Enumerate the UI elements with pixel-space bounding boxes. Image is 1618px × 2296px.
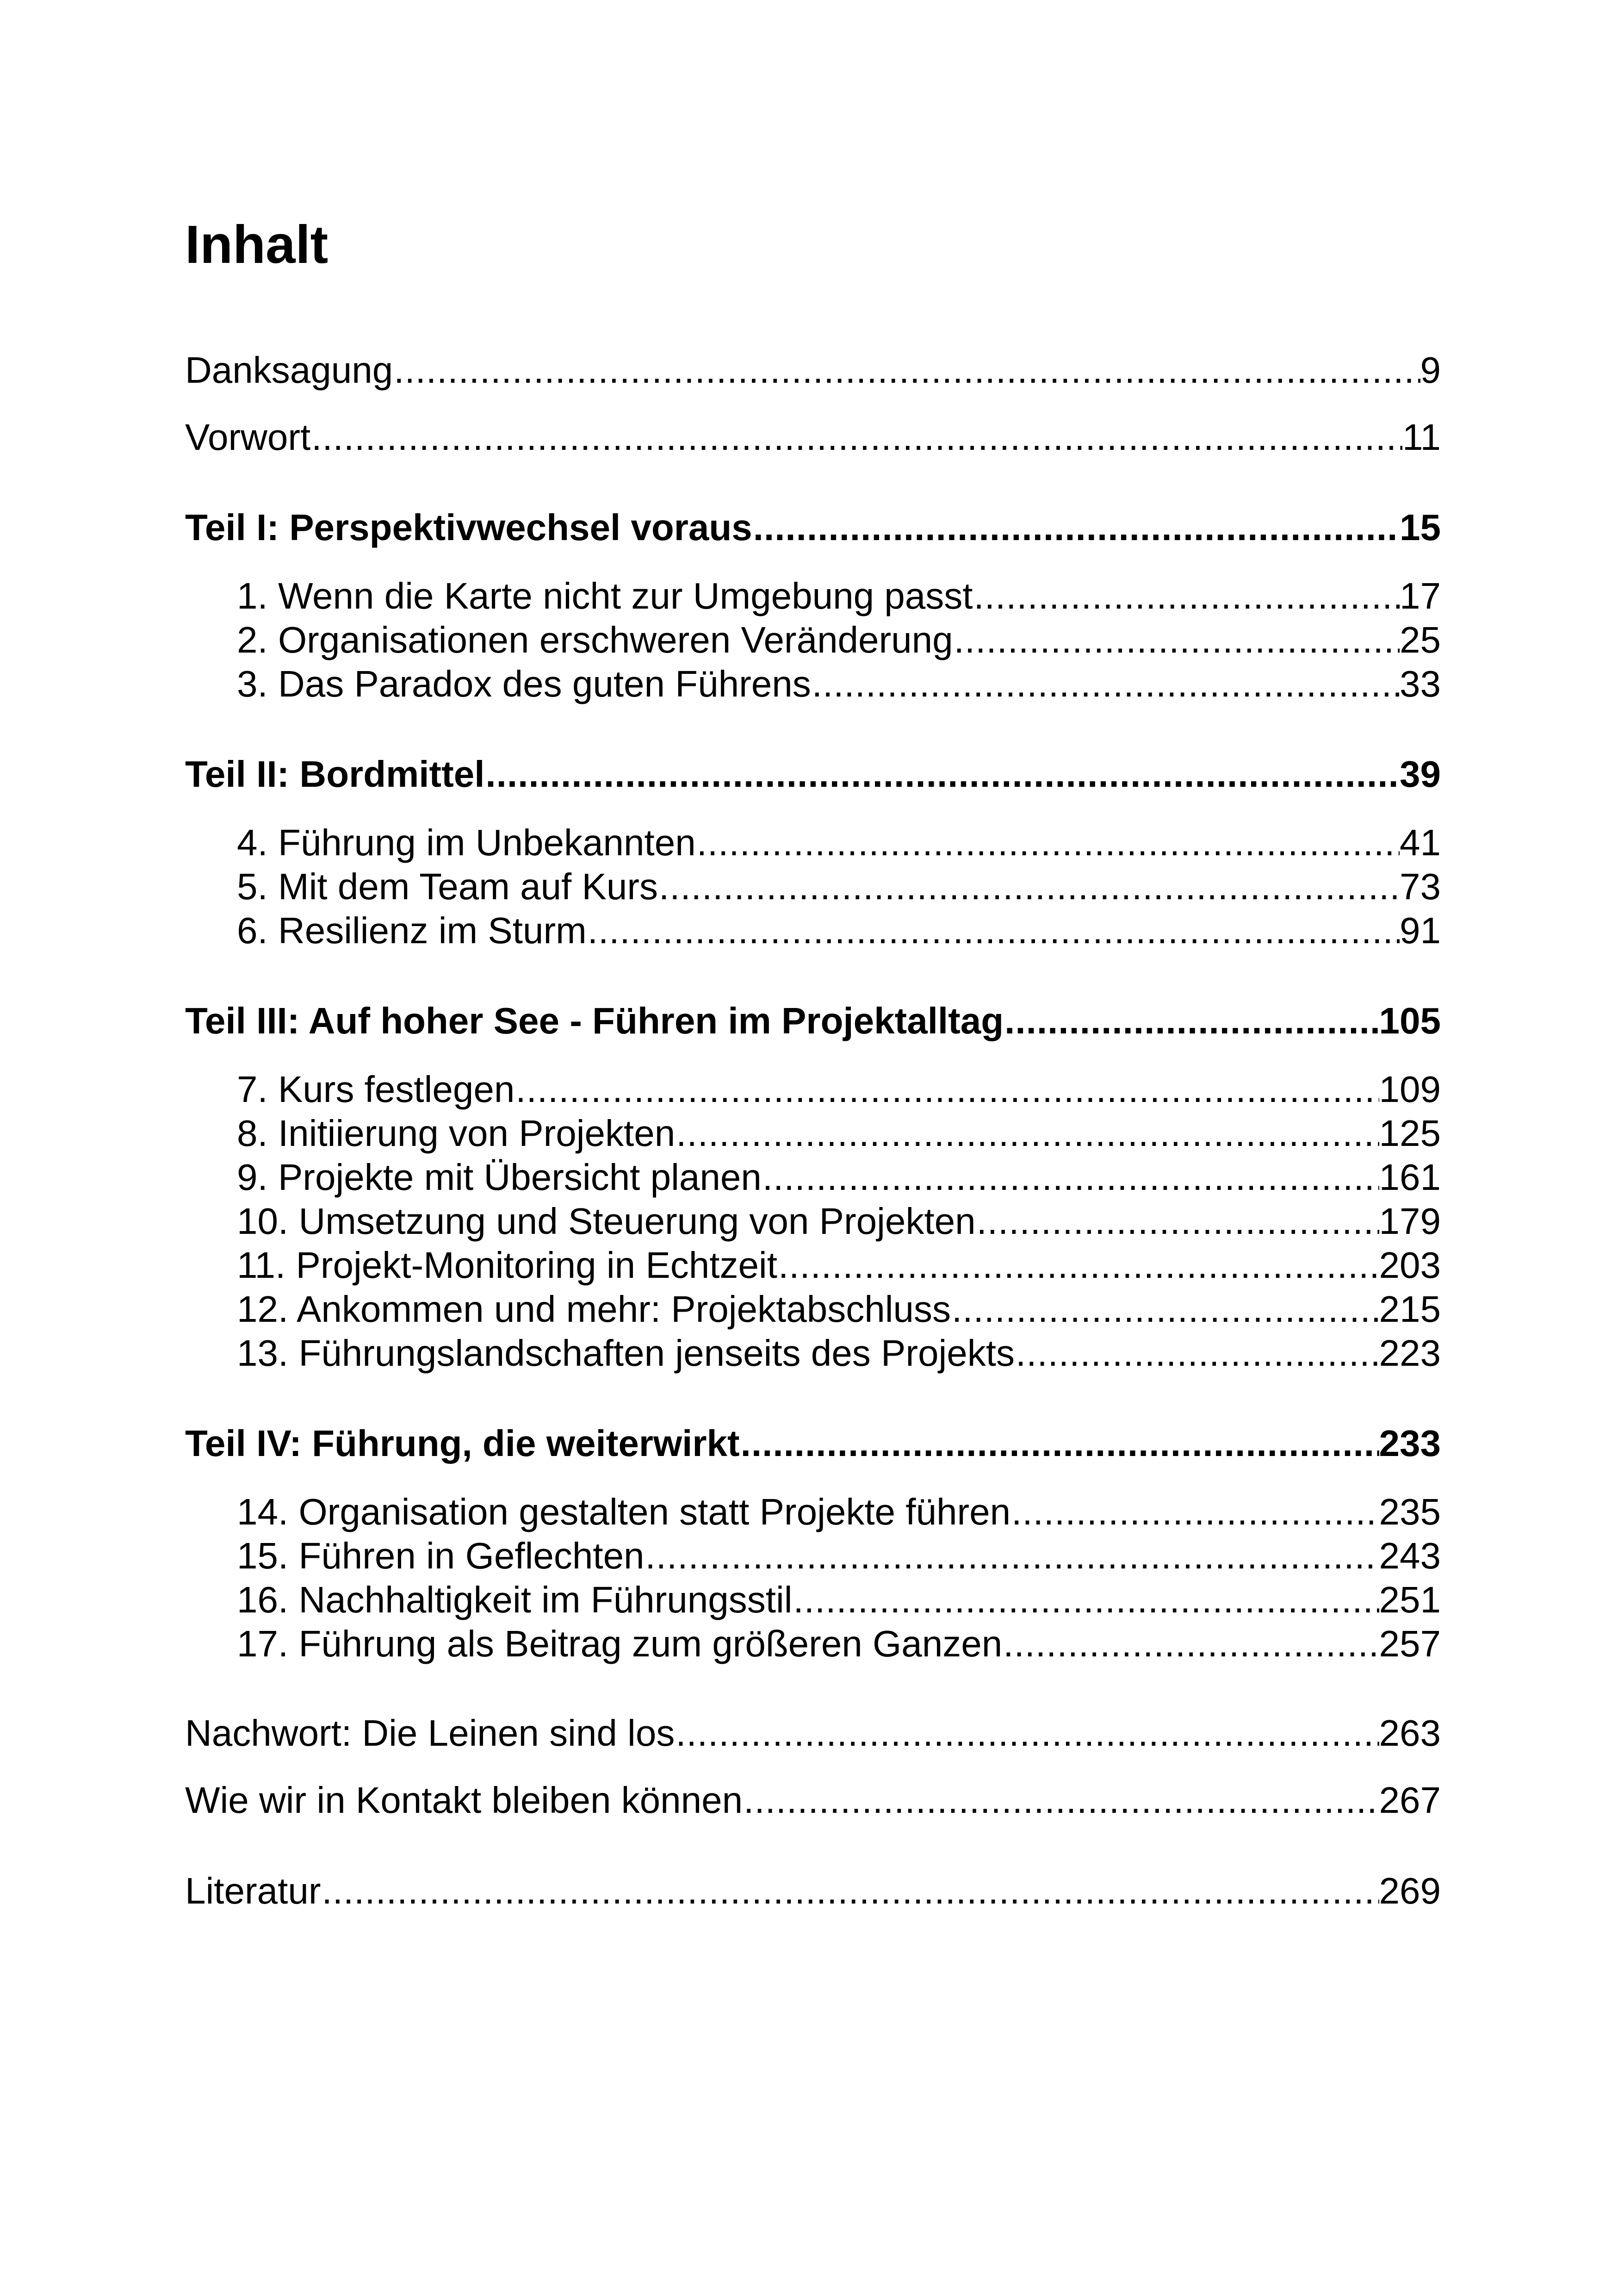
toc-entry-label: 14. Organisation gestalten statt Projekte führen — [237, 1491, 1011, 1532]
toc-page-number: 263 — [1379, 1712, 1441, 1754]
page-title: Inhalt — [185, 214, 329, 274]
toc-entry-danksagung — [185, 349, 1441, 398]
toc-entry-chapter-7 — [237, 1071, 1441, 1117]
toc-entry-part-4 — [185, 1425, 1441, 1471]
toc-entry-label: 10. Umsetzung und Steuerung von Projekten — [237, 1201, 976, 1242]
toc-entry-label: 17. Führung als Beitrag zum größeren Ganzen — [237, 1623, 1003, 1664]
toc-dot-leader — [811, 666, 1400, 703]
toc-entry-label: 5. Mit dem Team auf Kurs — [237, 866, 658, 907]
toc-entry-label: 11. Projekt-Monitoring in Echtzeit — [237, 1244, 777, 1286]
toc-page-number: 17 — [1400, 575, 1441, 616]
toc-page-number: 33 — [1400, 663, 1441, 704]
toc-entry-chapter-8 — [237, 1115, 1441, 1161]
toc-entry-chapter-13 — [237, 1332, 1441, 1381]
toc-page-number: 15 — [1400, 507, 1441, 548]
toc-page-number: 251 — [1379, 1579, 1441, 1620]
toc-page-number: 243 — [1379, 1535, 1441, 1576]
toc-page-number: 223 — [1379, 1332, 1441, 1374]
toc-entry-label: 4. Führung im Unbekannten — [237, 822, 696, 863]
toc-entry-label: Teil III: Auf hoher See - Führen im Projektalltag — [185, 1000, 1004, 1041]
toc-entry-chapter-17 — [237, 1625, 1441, 1672]
toc-entry-label: 1. Wenn die Karte nicht zur Umgebung passt — [237, 575, 973, 616]
toc-entry-label: 16. Nachhaltigkeit im Führungsstil — [237, 1579, 793, 1620]
toc-page-number: 179 — [1379, 1201, 1441, 1242]
toc-entry-chapter-2 — [237, 619, 1441, 668]
toc-page-number: 11 — [1402, 417, 1441, 458]
toc-entry-label: Wie wir in Kontakt bleiben können — [185, 1780, 743, 1821]
toc-dot-leader — [515, 1071, 1379, 1108]
toc-entry-label: 15. Führen in Geflechten — [237, 1535, 645, 1576]
toc-entry-label: Literatur — [185, 1870, 321, 1911]
toc-entry-literatur — [185, 1870, 1441, 1919]
toc-dot-leader — [951, 1291, 1379, 1328]
toc-entry-nachwort — [185, 1712, 1441, 1761]
toc-dot-leader — [675, 1715, 1379, 1752]
toc-dot-leader — [976, 1203, 1379, 1240]
toc-entry-label: Teil IV: Führung, die weiterwirkt — [185, 1423, 740, 1464]
toc-dot-leader — [1010, 1493, 1379, 1531]
toc-page-number: 39 — [1400, 753, 1441, 795]
toc-entry-chapter-10 — [237, 1203, 1441, 1249]
toc-dot-leader — [777, 1247, 1379, 1284]
toc-dot-leader — [587, 912, 1400, 949]
toc-page-number: 269 — [1379, 1870, 1441, 1911]
toc-page-number: 105 — [1379, 1000, 1441, 1041]
toc-entry-label: Danksagung — [185, 349, 393, 391]
toc-entry-chapter-3 — [237, 663, 1441, 712]
toc-page-number: 257 — [1379, 1623, 1441, 1664]
toc-page-number: 161 — [1379, 1157, 1441, 1198]
toc-page-number: 233 — [1379, 1423, 1441, 1464]
toc-entry-label: 9. Projekte mit Übersicht planen — [237, 1157, 762, 1198]
toc-dot-leader — [1015, 1335, 1379, 1372]
toc-dot-leader — [973, 578, 1400, 615]
toc-entry-label: 8. Initiierung von Projekten — [237, 1113, 676, 1154]
toc-entry-label: 2. Organisationen erschweren Veränderung — [237, 619, 953, 660]
toc-dot-leader — [484, 756, 1400, 793]
toc-entry-chapter-15 — [237, 1537, 1441, 1584]
toc-entry-label: Teil I: Perspektivwechsel voraus — [185, 507, 752, 548]
toc-page-number: 203 — [1379, 1244, 1441, 1286]
toc-entry-label: Nachwort: Die Leinen sind los — [185, 1712, 675, 1754]
toc-dot-leader — [645, 1537, 1379, 1574]
toc-entry-label: 7. Kurs festlegen — [237, 1069, 515, 1110]
toc-entry-vorwort — [185, 419, 1441, 465]
toc-entry-label: Teil II: Bordmittel — [185, 753, 485, 795]
toc-entry-label: 3. Das Paradox des guten Führens — [237, 663, 811, 704]
toc-page-number: 109 — [1379, 1069, 1441, 1110]
toc-entry-part-1 — [185, 509, 1441, 555]
toc-dot-leader — [793, 1581, 1379, 1618]
toc-page-number: 73 — [1400, 866, 1441, 907]
toc-entry-label: Vorwort — [185, 417, 311, 458]
toc-dot-leader — [1004, 1002, 1379, 1039]
toc-dot-leader — [743, 1782, 1379, 1819]
toc-dot-leader — [696, 824, 1400, 861]
toc-entry-chapter-9 — [237, 1159, 1441, 1205]
toc-entry-chapter-11 — [237, 1244, 1441, 1293]
toc-entry-label: 12. Ankommen und mehr: Projektabschluss — [237, 1288, 951, 1330]
toc-entry-kontakt — [185, 1782, 1441, 1828]
toc-page-number: 267 — [1379, 1780, 1441, 1821]
toc-entry-chapter-14 — [237, 1493, 1441, 1540]
toc-dot-leader — [310, 419, 1402, 456]
toc-entry-part-3 — [185, 1002, 1441, 1049]
toc-page-number: 9 — [1420, 349, 1441, 391]
toc-entry-chapter-16 — [237, 1581, 1441, 1628]
toc-entry-part-2 — [185, 753, 1441, 802]
toc-dot-leader — [953, 622, 1400, 659]
toc-dot-leader — [740, 1425, 1379, 1462]
toc-dot-leader — [321, 1873, 1379, 1910]
toc-page-number: 41 — [1400, 822, 1441, 863]
toc-dot-leader — [658, 868, 1400, 905]
toc-dot-leader — [1002, 1625, 1379, 1662]
toc-dot-leader — [752, 509, 1400, 546]
toc-entry-label: 13. Führungslandschaften jenseits des Projekts — [237, 1332, 1015, 1374]
toc-entry-label: 6. Resilienz im Sturm — [237, 910, 587, 951]
toc-dot-leader — [393, 352, 1420, 389]
toc-page-number: 215 — [1379, 1288, 1441, 1330]
toc-page-number: 25 — [1400, 619, 1441, 660]
toc-dot-leader — [762, 1159, 1379, 1196]
toc-entry-chapter-1 — [237, 575, 1441, 624]
toc-dot-leader — [675, 1115, 1379, 1152]
toc-entry-chapter-6 — [237, 912, 1441, 958]
toc-entry-chapter-5 — [237, 868, 1441, 915]
toc-entry-chapter-4 — [237, 824, 1441, 871]
toc-entry-chapter-12 — [237, 1288, 1441, 1337]
toc-page-number: 125 — [1379, 1113, 1441, 1154]
toc-page-number: 91 — [1400, 910, 1441, 951]
toc-page-number: 235 — [1379, 1491, 1441, 1532]
